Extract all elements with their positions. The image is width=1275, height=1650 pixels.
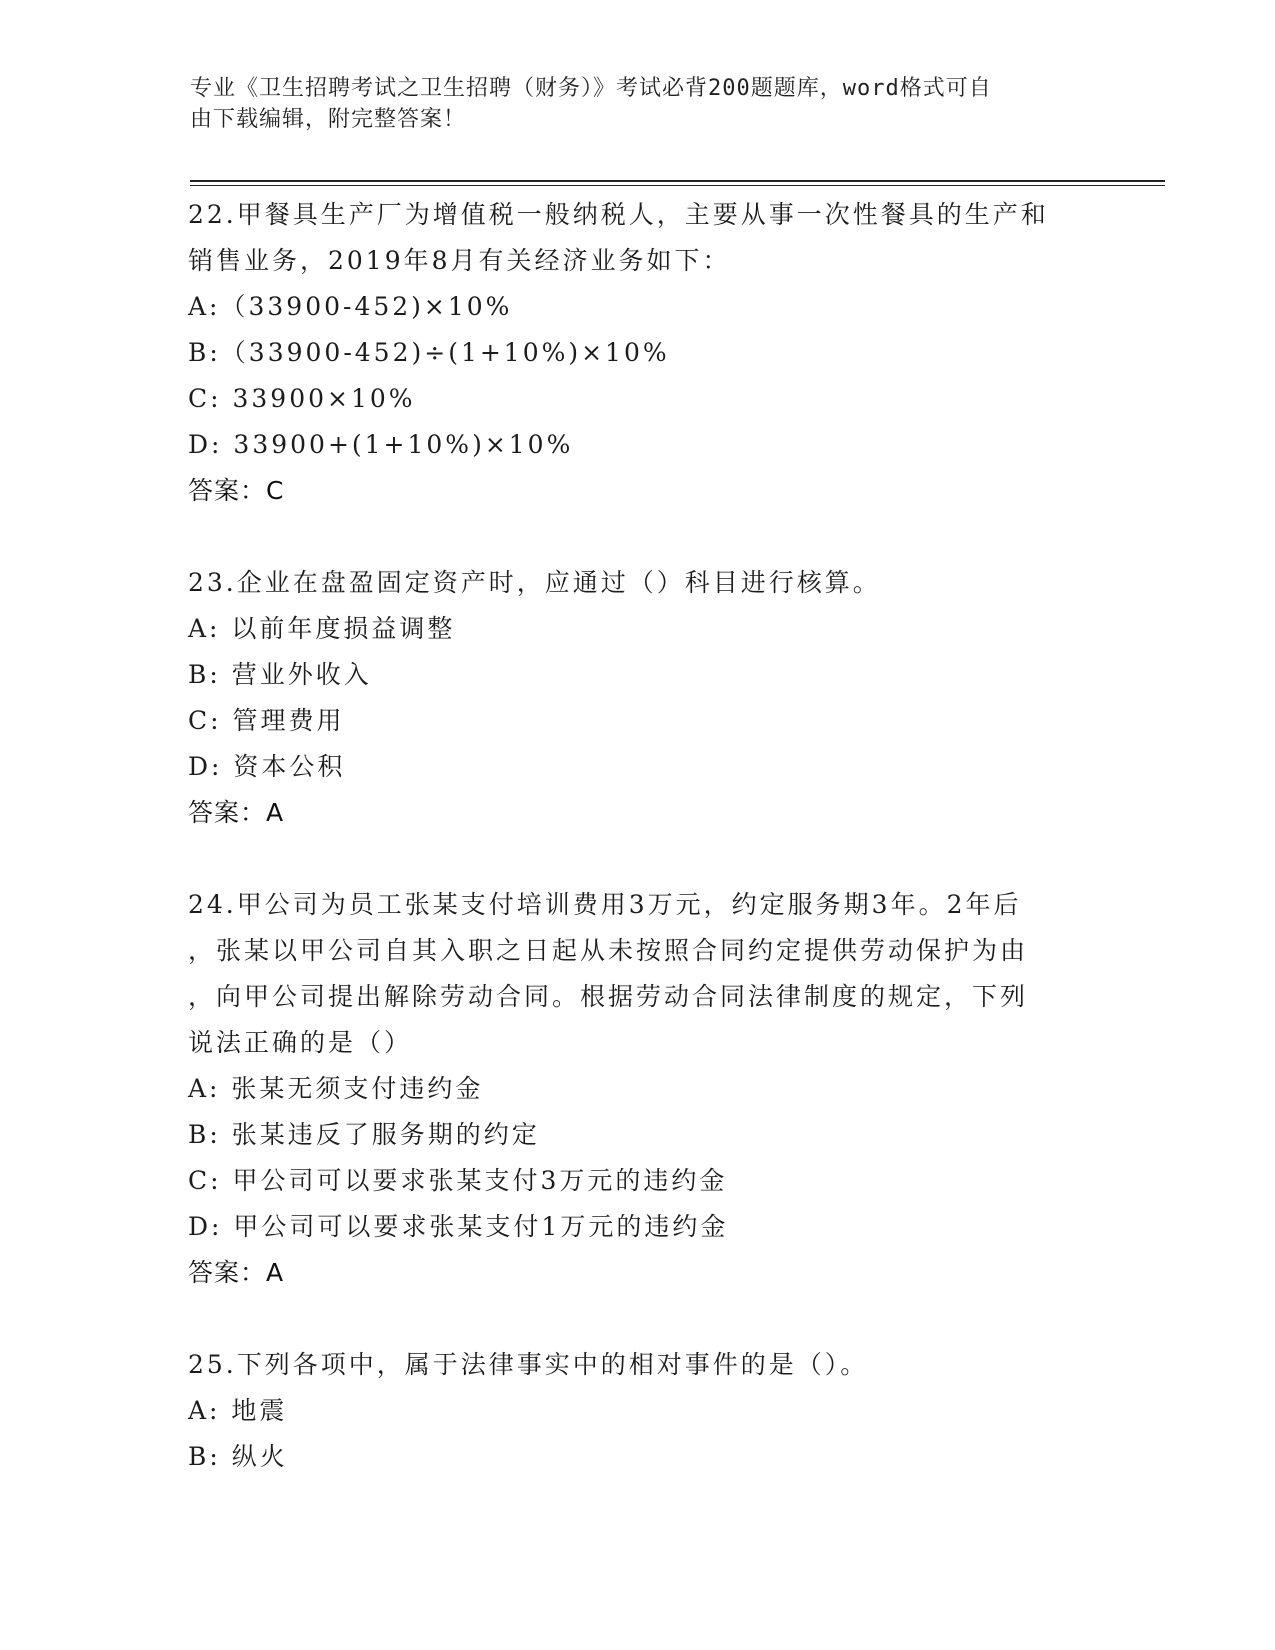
option-a: A: 地震: [188, 1396, 288, 1425]
question-stem: [188, 882, 1088, 1066]
option-b: B: 张某违反了服务期的约定: [188, 1120, 540, 1149]
option-d: D: 33900+(1+10%)×10%: [188, 430, 574, 459]
document-header: [190, 73, 1070, 135]
stem-line: 销售业务，2019年8月有关经济业务如下：: [188, 246, 731, 275]
question-list: [188, 192, 1088, 1526]
option-c: C: 管理费用: [188, 706, 345, 735]
option-d: D: 甲公司可以要求张某支付1万元的违约金: [188, 1212, 729, 1241]
stem-line: ，张某以甲公司自其入职之日起从未按照合同约定提供劳动保护为由: [188, 936, 1029, 965]
question-stem: [188, 192, 1088, 284]
question-24: [188, 882, 1088, 1296]
option-d: D: 资本公积: [188, 752, 346, 781]
answer-line: 答案：C: [188, 476, 285, 505]
header-line: 由下载编辑，附完整答案！: [190, 107, 467, 132]
option-a: A: 以前年度损益调整: [188, 614, 456, 643]
stem-line: 25.下列各项中，属于法律事实中的相对事件的是（）。: [188, 1350, 869, 1379]
option-c: C: 甲公司可以要求张某支付3万元的违约金: [188, 1166, 728, 1195]
question-25: [188, 1342, 1088, 1480]
option-c: C: 33900×10%: [188, 384, 416, 413]
question-stem: [188, 1342, 1088, 1388]
question-stem: [188, 560, 1088, 606]
answer-line: 答案：A: [188, 1258, 285, 1287]
option-a: A:（33900-452)×10%: [188, 292, 513, 321]
header-divider-thin: [190, 185, 1165, 186]
option-b: B: 营业外收入: [188, 660, 372, 689]
question-22: [188, 192, 1088, 514]
stem-line: 说法正确的是（）: [188, 1028, 413, 1057]
stem-line: 24.甲公司为员工张某支付培训费用3万元，约定服务期3年。2年后: [188, 890, 1022, 919]
stem-line: 23.企业在盘盈固定资产时，应通过（）科目进行核算。: [188, 568, 881, 597]
option-b: B: 纵火: [188, 1442, 288, 1471]
option-b: B:（33900-452)÷(1+10%)×10%: [188, 338, 670, 367]
header-line: 专业《卫生招聘考试之卫生招聘（财务）》考试必背200题题库，word格式可自: [190, 76, 992, 101]
answer-line: 答案：A: [188, 798, 285, 827]
header-divider: [190, 180, 1165, 182]
option-a: A: 张某无须支付违约金: [188, 1074, 484, 1103]
stem-line: 22.甲餐具生产厂为增值税一般纳税人，主要从事一次性餐具的生产和: [188, 200, 1049, 229]
question-23: [188, 560, 1088, 836]
stem-line: ，向甲公司提出解除劳动合同。根据劳动合同法律制度的规定，下列: [188, 982, 1029, 1011]
